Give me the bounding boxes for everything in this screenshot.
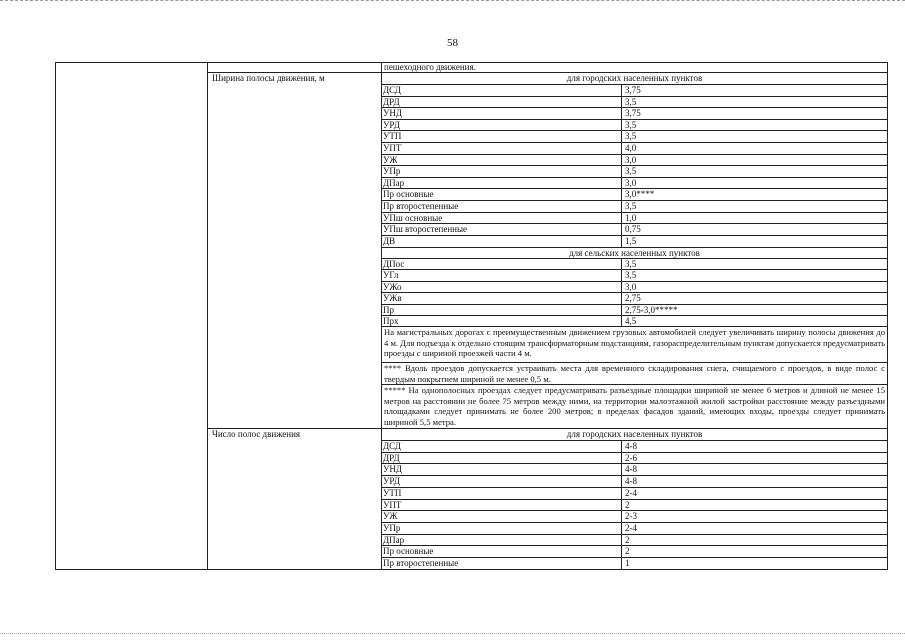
cell-divider xyxy=(621,535,622,546)
note-main-roads: На магистральных дорогах с преимущественным движением грузовых автомобилей следует увеличивать ширину полосы движения до 4 м. Для подъезда к отдельно стоящим трансформаторным подстанциям, газораспределительным пунктам допускается предусматривать проезды с шириной проезжей части 4 м. xyxy=(381,326,888,361)
row-key: УЖ xyxy=(383,511,398,522)
row-key: УПТ xyxy=(383,499,402,510)
cell-divider xyxy=(621,558,622,569)
row-value: 2-4 xyxy=(625,487,637,498)
row-key: Пр основные xyxy=(383,189,434,200)
row-value: 3,5 xyxy=(625,96,637,107)
section-label-lane-width: Ширина полосы движения, м xyxy=(212,73,325,83)
cell-divider xyxy=(621,201,622,212)
cell-divider xyxy=(621,523,622,534)
row-key: ДВ xyxy=(383,235,396,246)
row-value: 1,5 xyxy=(625,235,637,246)
row-value: 1 xyxy=(625,558,630,568)
row-value: 3,5 xyxy=(625,131,637,142)
cell-divider xyxy=(621,143,622,154)
cell-divider xyxy=(621,120,622,131)
cell-divider xyxy=(621,453,622,464)
row-value: 4-8 xyxy=(625,441,637,451)
table-row xyxy=(381,292,888,303)
row-value: 3,5 xyxy=(625,166,637,177)
table-row xyxy=(381,84,888,96)
row-key: ДРД xyxy=(383,452,400,463)
row-key: УРД xyxy=(383,119,400,130)
table-row xyxy=(381,281,888,292)
cell-divider xyxy=(621,97,622,108)
table-row xyxy=(381,452,888,464)
table-row xyxy=(381,315,888,326)
table-row xyxy=(381,258,888,269)
cell-divider xyxy=(621,178,622,189)
rural-subheader: для сельских населенных пунктов xyxy=(381,247,888,259)
page-top-edge xyxy=(0,0,905,3)
cell-divider xyxy=(621,476,622,487)
row-value: 2 xyxy=(625,546,630,557)
table-row xyxy=(381,119,888,131)
row-value: 3,5 xyxy=(625,270,637,281)
table-row xyxy=(381,510,888,522)
table-row xyxy=(381,165,888,177)
cell-divider xyxy=(621,293,622,304)
row-key: ДСД xyxy=(383,85,401,95)
table-row xyxy=(381,212,888,224)
row-value: 3,0 xyxy=(625,281,637,292)
row-value: 4,5 xyxy=(625,316,637,326)
table-row xyxy=(381,130,888,142)
cell-divider xyxy=(621,213,622,224)
table-row xyxy=(381,154,888,166)
table-row xyxy=(381,304,888,315)
row-key: УПш второстепенные xyxy=(383,224,468,235)
row-value: 3,0 xyxy=(625,177,637,188)
urban-subheader-1: для городских населенных пунктов xyxy=(566,73,703,83)
table-row xyxy=(381,177,888,189)
cell-divider xyxy=(621,464,622,475)
cell-divider xyxy=(621,236,622,247)
row-value: 2-3 xyxy=(625,511,637,522)
row-key: Пр xyxy=(383,304,394,315)
row-value: 4-8 xyxy=(625,476,637,487)
row-value: 3,0**** xyxy=(625,189,655,200)
top-continuation-text: пешеходного движения. xyxy=(384,62,476,72)
row-value: 3,75 xyxy=(625,108,641,119)
row-key: УРД xyxy=(383,476,400,487)
row-key: УГл xyxy=(383,270,399,281)
row-key: УНД xyxy=(383,108,403,119)
cell-divider xyxy=(621,131,622,142)
cell-divider xyxy=(621,270,622,281)
cell-divider xyxy=(621,155,622,166)
table-row xyxy=(381,522,888,534)
table-row xyxy=(381,107,888,119)
cell-divider xyxy=(621,305,622,316)
table-row xyxy=(381,200,888,212)
row-key: Пр второстепенные xyxy=(383,201,459,211)
row-key: ДРД xyxy=(383,96,400,107)
row-key: УЖо xyxy=(383,281,402,292)
row-key: Прх xyxy=(383,316,399,326)
row-value: 2,75 xyxy=(625,293,641,304)
section-label-lane-count: Число полос движения xyxy=(212,429,301,439)
row-key: УТП xyxy=(383,487,402,498)
cell-divider xyxy=(621,108,622,119)
note-five-stars: ***** На однополосных проездах следует предусматривать разъездные площадки шириной не менее 6 метров и длиной не менее 15 метров на расстоянии не более 75 метров между ними, на территории малоэтажной жилой застройки расстояние между разъездными площадками следует принимать не более 200 метров; в пределах фасадов зданий, имеющих входы, проезды следует принимать шириной 5,5 метра. xyxy=(381,384,888,428)
row-key: УЖв xyxy=(383,293,402,304)
row-value: 4-8 xyxy=(625,464,637,475)
row-value: 0,75 xyxy=(625,224,641,235)
table-row xyxy=(381,487,888,499)
table-row xyxy=(381,557,888,569)
row-key: Пр второстепенные xyxy=(383,558,459,568)
cell-divider xyxy=(621,500,622,511)
row-key: Пр основные xyxy=(383,546,434,557)
row-value: 2-6 xyxy=(625,452,637,463)
table-row xyxy=(381,96,888,108)
cell-divider xyxy=(621,259,622,270)
table-row xyxy=(381,463,888,475)
row-key: УНД xyxy=(383,464,403,475)
column-divider-1 xyxy=(207,62,208,570)
row-value: 3,0 xyxy=(625,154,637,165)
cell-divider xyxy=(621,546,622,557)
table-row xyxy=(381,269,888,280)
row-value: 3,5 xyxy=(625,201,637,211)
cell-divider xyxy=(621,85,622,96)
row-key: ДПар xyxy=(383,534,405,545)
cell-divider xyxy=(621,511,622,522)
note-four-stars: **** Вдоль проездов допускается устраивать места для временного складирования снега, счищаемого с проездов, в виде полос с твердым покрытием шириной не менее 0,5 м. xyxy=(381,362,888,384)
page-number: 58 xyxy=(447,37,458,49)
row-value: 3,5 xyxy=(625,119,637,130)
table-row xyxy=(381,545,888,557)
row-value: 3,5 xyxy=(625,259,637,269)
row-value: 2-4 xyxy=(625,522,637,533)
row-value: 4,0 xyxy=(625,143,637,153)
row-key: УПр xyxy=(383,522,401,533)
row-key: УТП xyxy=(383,131,402,142)
table-row xyxy=(381,223,888,235)
row-key: УПр xyxy=(383,166,401,177)
cell-divider xyxy=(621,488,622,499)
row-value: 2 xyxy=(625,499,630,510)
row-value: 3,75 xyxy=(625,85,641,95)
cell-divider xyxy=(621,166,622,177)
row-key: ДСД xyxy=(383,441,401,451)
cell-divider xyxy=(621,441,622,452)
row-key: ДПос xyxy=(383,259,405,269)
row-key: ДПар xyxy=(383,177,405,188)
urban-subheader-2: для городских населенных пунктов xyxy=(566,429,703,439)
row-value: 2 xyxy=(625,534,630,545)
row-key: УПТ xyxy=(383,143,402,153)
page-bottom-edge xyxy=(0,633,905,634)
row-value: 2,75-3,0***** xyxy=(625,304,678,315)
cell-divider xyxy=(621,282,622,293)
table-row xyxy=(381,440,888,452)
row-key: УЖ xyxy=(383,154,398,165)
table-row xyxy=(381,534,888,546)
table-row xyxy=(381,235,888,247)
row-key: УПш основные xyxy=(383,212,443,223)
table-row xyxy=(381,188,888,200)
table-row xyxy=(381,499,888,511)
cell-divider xyxy=(621,224,622,235)
table-row xyxy=(381,475,888,487)
cell-divider xyxy=(621,189,622,200)
row-value: 1,0 xyxy=(625,212,637,223)
table-row xyxy=(381,142,888,154)
